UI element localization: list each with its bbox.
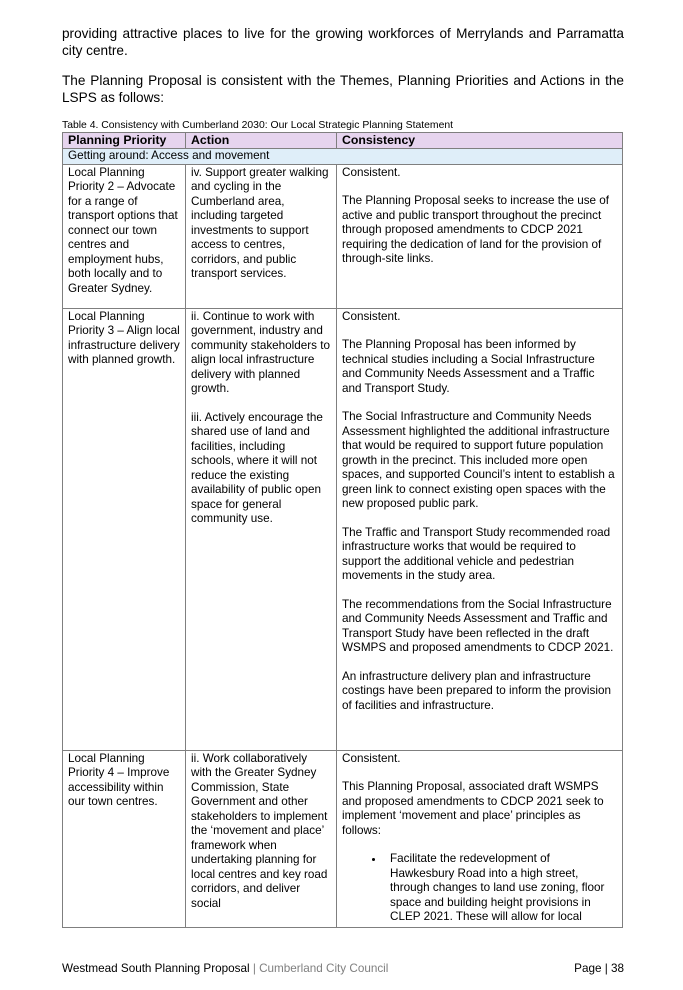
consistency-text: Consistent.: [342, 165, 401, 179]
table-header-row: [63, 133, 623, 149]
consistency-text: An infrastructure delivery plan and infrastructure costings have been prepared to inform the provision of facilities and infrastructure.: [342, 669, 611, 712]
section-row: [63, 149, 623, 165]
consistency-text: Consistent.: [342, 309, 401, 323]
action-text: iii. Actively encourage the shared use of land and: [191, 410, 323, 438]
action-text: ii. Work collaboratively with the Greater Sydney Commission, State Government and other stakeholders to implement the ‘movement and place’ framework when undertaking planning for local centres and key road corridors, and deliver social: [191, 751, 328, 910]
table-row: [63, 308, 623, 750]
header-planning-priority: Planning Priority: [63, 133, 186, 149]
section-title: Getting around: Access and movement: [63, 149, 623, 165]
consistency-text: The Planning Proposal seeks to increase the use of active and public transport throughout the precinct through proposed amendments to CDCP 2021 requiring the dedication of land for the provision of through-site links.: [342, 194, 610, 265]
cell-priority: [63, 308, 186, 750]
cell-action: [186, 308, 337, 750]
footer-separator: |: [252, 962, 256, 975]
cell-action: [186, 164, 337, 308]
footer-org: Cumberland City Council: [259, 962, 389, 975]
action-text: iv. Support greater walking and cycling in the Cumberland area, including targeted investments to support access to centres, corridors, and public transport services.: [191, 165, 329, 280]
consistency-text: The Planning Proposal has been informed by technical studies including a Social Infrastructure and Community Needs Assessment and a Traffic and Transport Study.: [342, 338, 595, 395]
header-consistency: Consistency: [337, 133, 623, 149]
priority-text: for a range of transport options that connect our town centres and employment hubs, both locally and to Greater Sydney.: [68, 194, 178, 295]
consistency-text: The Social Infrastructure and Community Needs Assessment highlighted the additional infrastructure that would be required to support future population growth in the precinct. This included more open spaces, and supported Council’s intent to establish a green link to connect existing open spaces with the new proposed public park.: [342, 410, 615, 510]
table-row: [63, 164, 623, 308]
table-caption: Table 4. Consistency with Cumberland 2030: Our Local Strategic Planning Statement: [62, 120, 454, 131]
consistency-table: [62, 132, 623, 928]
cell-action: [186, 750, 337, 927]
consistency-text: Consistent.: [342, 751, 401, 765]
footer-page-number: Page | 38: [574, 962, 624, 975]
cell-consistency: [337, 164, 623, 308]
footer-doc-title: Westmead South Planning Proposal: [62, 962, 250, 975]
footer-left: [62, 962, 388, 976]
action-text: facilities, including schools, where it will not reduce the existing availability of public open space for general community use.: [191, 439, 321, 525]
cell-consistency: [337, 308, 623, 750]
bullet-item: • Facilitate the redevelopment of Hawkesbury Road into a high street, through changes to land use zoning, floor space and building height provisions in CLEP 2021. These will allow for local: [385, 852, 617, 925]
consistency-text: The Traffic and Transport Study recommended road infrastructure works that would be required to support the additional vehicle and pedestrian movements in the study area.: [342, 525, 611, 582]
cell-consistency: [337, 750, 623, 927]
header-action: Action: [186, 133, 337, 149]
priority-text: Local Planning Priority 3 – Align local infrastructure delivery with planned growth.: [68, 309, 180, 366]
bullet-list: [342, 852, 617, 925]
priority-text: Local Planning Priority 2 – Advocate: [68, 165, 176, 193]
cell-priority: [63, 164, 186, 308]
intro-paragraph-2: The Planning Proposal is consistent with the Themes, Planning Priorities and Actions in the LSPS as follows:: [62, 73, 624, 105]
consistency-text: The recommendations from the Social Infrastructure and Community Needs Assessment and Traffic and Transport Study have been reflected in the draft WSMPS and proposed amendments to CDCP 2021.: [342, 597, 614, 654]
intro-paragraph-1: providing attractive places to live for the growing workforces of Merrylands and Parramatta city centre.: [62, 26, 624, 58]
table-row: [63, 750, 623, 927]
consistency-text: This Planning Proposal, associated draft WSMPS and proposed amendments to CDCP 2021 seek to implement ‘movement and place’ principles as follows:: [342, 780, 604, 837]
cell-priority: [63, 750, 186, 927]
action-text: ii. Continue to work with government, industry and community stakeholders to align local infrastructure delivery with planned growth.: [191, 309, 331, 395]
priority-text: Local Planning Priority 4 – Improve accessibility within our town centres.: [68, 751, 170, 808]
